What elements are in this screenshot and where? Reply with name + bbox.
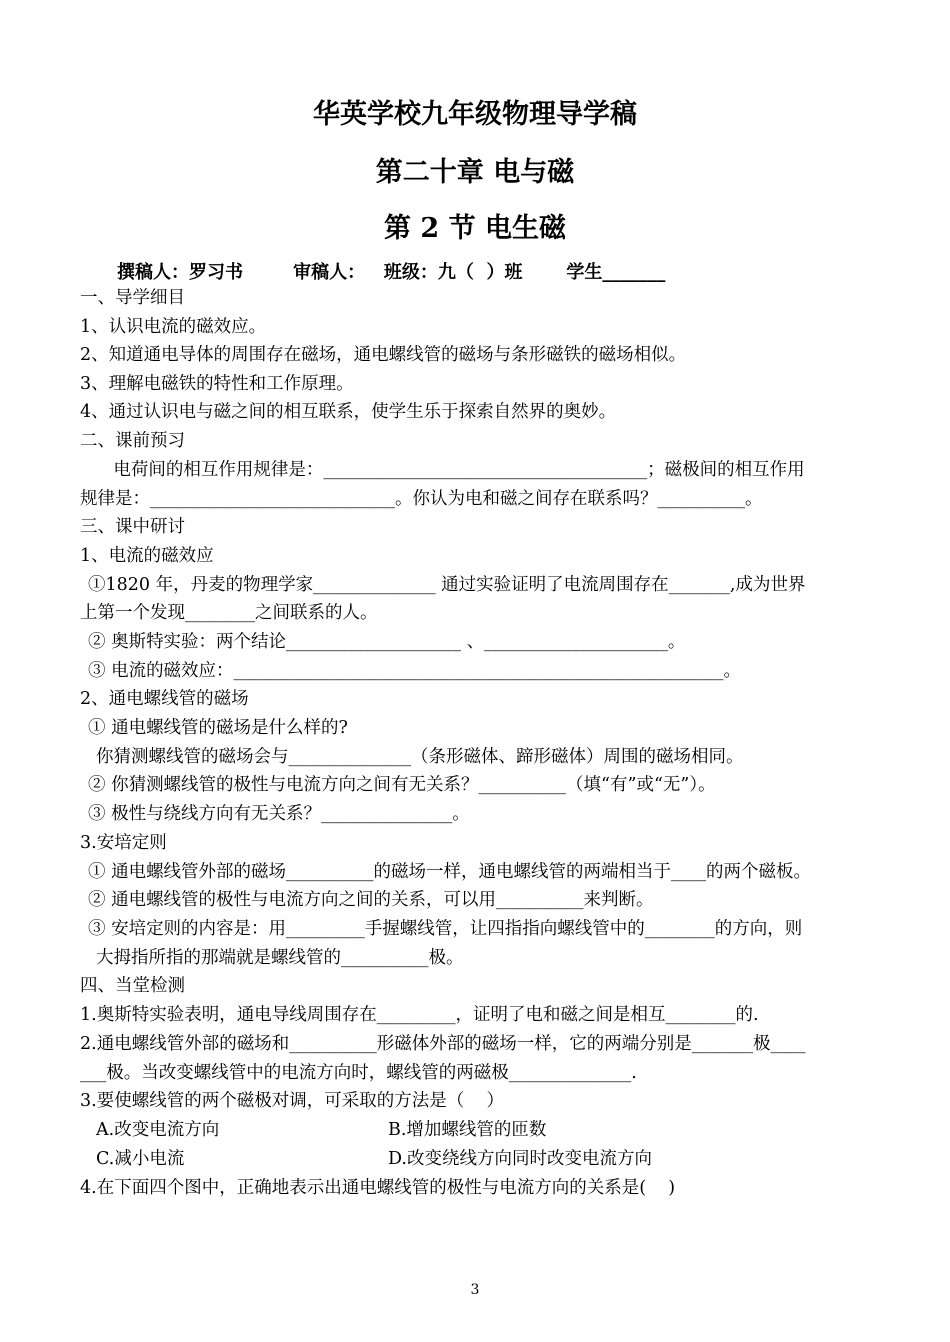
quiz-question: 4.在下面四个图中，正确地表示出通电螺线管的极性与电流方向的关系是( ): [80, 1178, 676, 1198]
author-info-line: 撰稿人：罗习书 审稿人： 班级：九（ ）班 学生_______: [117, 262, 666, 283]
section-title: 第 2 节 电生磁: [384, 213, 566, 244]
quiz-question: ___极。当改变螺线管中的电流方向时，螺线管的两磁极______________.: [80, 1063, 637, 1083]
question-line: ③ 极性与绕线方向有无关系？_______________。: [88, 804, 470, 824]
question-line: 大拇指所指的那端就是螺线管的__________极。: [96, 948, 464, 968]
choice-option-c: C.减小电流: [96, 1149, 185, 1169]
subsection-title: 3.安培定则: [80, 833, 167, 853]
chapter-title: 第二十章 电与磁: [375, 157, 575, 188]
objective-item: 4、通过认识电与磁之间的相互联系，使学生乐于探索自然界的奥妙。: [80, 402, 617, 422]
objective-item: 2、知道通电导体的周围存在磁场，通电螺线管的磁场与条形磁铁的磁场相似。: [80, 345, 687, 365]
choice-option-b: B.增加螺线管的匝数: [388, 1120, 547, 1140]
school-title: 华英学校九年级物理导学稿: [313, 99, 637, 130]
question-line: ② 你猜测螺线管的极性与电流方向之间有无关系？__________（填“有”或“无”）。: [88, 775, 716, 795]
question-line: ① 通电螺线管外部的磁场__________的磁场一样，通电螺线管的两端相当于____的两个磁板。: [88, 862, 812, 882]
section-heading-objectives: 一、导学细目: [80, 288, 185, 308]
question-line: ③ 安培定则的内容是：用_________手握螺线管，让四指指向螺线管中的________的方向，则: [88, 919, 803, 939]
subsection-title: 2、通电螺线管的磁场: [80, 689, 249, 709]
question-line: 你猜测螺线管的磁场会与______________（条形磁体、蹄形磁体）周围的磁场相同。: [96, 747, 744, 767]
question-line: ①1820 年，丹麦的物理学家______________ 通过实验证明了电流周围存在_______,成为世界: [88, 575, 806, 595]
choice-option-d: D.改变绕线方向同时改变电流方向: [388, 1149, 652, 1169]
question-line: ② 奥斯特实验：两个结论____________________ 、_____________________。: [88, 632, 686, 652]
section-heading-preview: 二、课前预习: [80, 431, 185, 451]
section-heading-quiz: 四、当堂检测: [80, 976, 185, 996]
subsection-title: 1、电流的磁效应: [80, 546, 214, 566]
quiz-question: 2.通电螺线管外部的磁场和__________形磁体外部的磁场一样，它的两端分别是_______极____: [80, 1034, 806, 1054]
question-line: ② 通电螺线管的极性与电流方向之间的关系，可以用__________来判断。: [88, 890, 654, 910]
preview-question-line: 规律是：____________________________。你认为电和磁之间存在联系吗？__________。: [80, 489, 763, 509]
question-line: ① 通电螺线管的磁场是什么样的?: [88, 718, 348, 738]
quiz-question: 3.要使螺线管的两个磁极对调，可采取的方法是（ ）: [80, 1091, 504, 1111]
page-number: 3: [470, 1282, 480, 1298]
section-heading-discussion: 三、课中研讨: [80, 517, 185, 537]
objective-item: 3、理解电磁铁的特性和工作原理。: [80, 374, 354, 394]
preview-question-line: 电荷间的相互作用规律是：_____________________________________；磁极间的相互作用: [80, 460, 805, 480]
question-line: 上第一个发现________之间联系的人。: [80, 603, 378, 623]
choice-option-a: A.改变电流方向: [96, 1120, 220, 1140]
question-line: ③ 电流的磁效应：________________________________________________________。: [88, 661, 742, 681]
objective-item: 1、认识电流的磁效应。: [80, 317, 267, 337]
quiz-question: 1.奥斯特实验表明，通电导线周围存在_________，证明了电和磁之间是相互________的.: [80, 1005, 759, 1025]
